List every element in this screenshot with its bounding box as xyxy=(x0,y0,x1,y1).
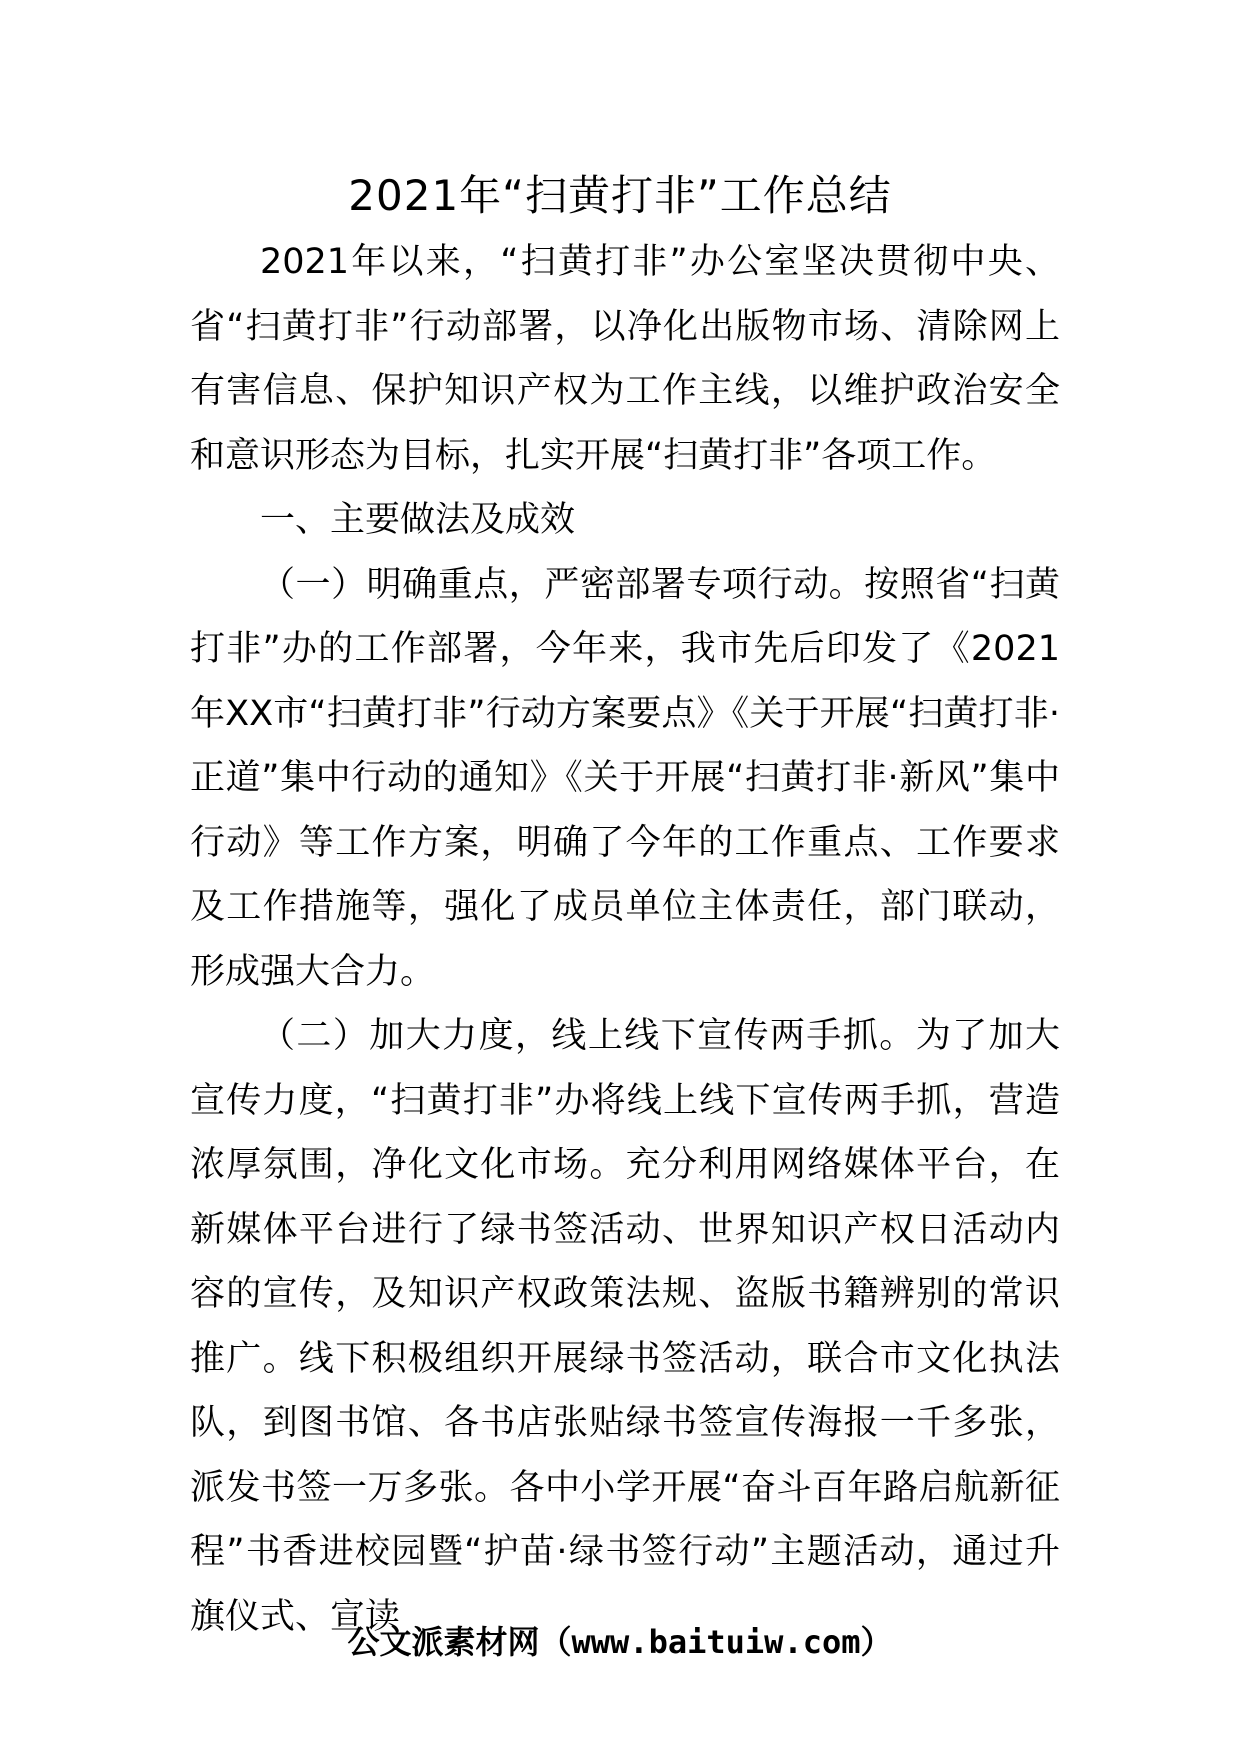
footer-watermark xyxy=(0,1618,1240,1666)
document-title: 2021年“扫黄打非”工作总结 xyxy=(348,171,892,220)
body-paragraph: （二）加大力度，线上线下宣传两手抓。为了加大宣传力度，“扫黄打非”办将线上线下宣传两手抓，营造浓厚氛围，净化文化市场。充分利用网络媒体平台，在新媒体平台进行了绿书签活动、世界知识产权日活动内容的宣传，及知识产权政策法规、盗版书籍辨别的常识推广。线下积极组织开展绿书签活动，联合市文化执法队，到图书馆、各书店张贴绿书签宣传海报一千多张，派发书签一万多张。各中小学开展“奋斗百年路启航新征程”书香进校园暨“护苗·绿书签行动”主题活动，通过升旗仪式、宣读 xyxy=(190,1016,1060,1637)
footer-site-url: （www.baituiw.com） xyxy=(539,1623,893,1661)
footer-site-name: 公文派素材网 xyxy=(347,1623,540,1661)
intro-paragraph: 2021年以来，“扫黄打非”办公室坚决贯彻中央、省“扫黄打非”行动部署，以净化出版物市场、清除网上有害信息、保护知识产权为工作主线，以维护政治安全和意识形态为目标，扎实开展“扫黄打非”各项工作。 xyxy=(190,242,1060,476)
body-paragraph: （一）明确重点，严密部署专项行动。按照省“扫黄打非”办的工作部署，今年来，我市先后印发了《2021年XX市“扫黄打非”行动方案要点》《关于开展“扫黄打非·正道”集中行动的通知》《关于开展“扫黄打非·新风”集中行动》等工作方案，明确了今年的工作重点、工作要求及工作措施等，强化了成员单位主体责任，部门联动，形成强大合力。 xyxy=(190,564,1060,992)
document-body xyxy=(190,230,1060,1649)
section-heading: 一、主要做法及成效 xyxy=(260,500,576,540)
